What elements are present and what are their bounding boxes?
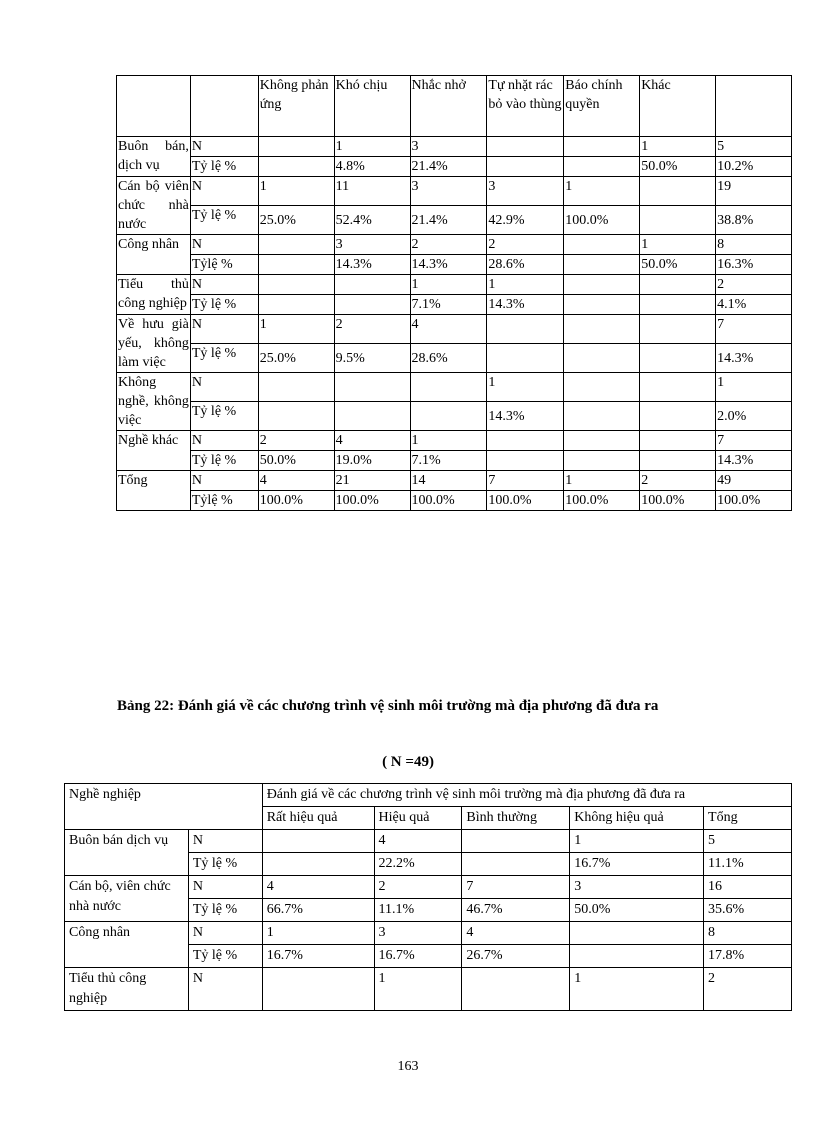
count-cell: 3	[487, 177, 564, 206]
percent-cell: 14.3%	[410, 255, 487, 275]
percent-cell	[462, 853, 570, 876]
count-cell	[564, 431, 640, 451]
percent-cell: 2.0%	[716, 402, 792, 431]
percent-label: Tỷlệ %	[190, 491, 258, 511]
percent-cell: 38.8%	[716, 206, 792, 235]
percent-cell: 14.3%	[487, 402, 564, 431]
table-row	[65, 922, 792, 945]
count-cell: 1	[640, 137, 716, 157]
count-cell: 2	[410, 235, 487, 255]
count-cell: 3	[410, 177, 487, 206]
table-row	[117, 431, 792, 451]
percent-cell: 11.1%	[374, 899, 462, 922]
occupation-cell: Tổng	[117, 471, 191, 511]
percent-cell	[258, 402, 334, 431]
count-cell: 1	[334, 137, 410, 157]
n-label: N	[188, 830, 262, 853]
count-cell: 49	[716, 471, 792, 491]
count-cell	[462, 968, 570, 1011]
n-label: N	[188, 922, 262, 945]
table-row	[117, 206, 792, 235]
count-cell: 14	[410, 471, 487, 491]
percent-cell	[564, 344, 640, 373]
percent-cell: 35.6%	[704, 899, 792, 922]
occupation-cell: Buôn bán dịch vụ	[65, 830, 189, 876]
count-cell	[564, 373, 640, 402]
percent-cell: 16.7%	[262, 945, 374, 968]
percent-cell	[564, 402, 640, 431]
count-cell: 1	[640, 235, 716, 255]
n-label: N	[190, 275, 258, 295]
count-cell: 2	[487, 235, 564, 255]
percent-cell: 4.1%	[716, 295, 792, 315]
percent-cell: 21.4%	[410, 157, 487, 177]
table-row	[117, 315, 792, 344]
count-cell: 21	[334, 471, 410, 491]
percent-cell	[570, 945, 704, 968]
percent-cell: 50.0%	[640, 255, 716, 275]
count-cell: 7	[487, 471, 564, 491]
occupation-cell: Không nghề, không việc	[117, 373, 191, 431]
percent-cell: 100.0%	[564, 206, 640, 235]
percent-cell	[640, 295, 716, 315]
percent-cell	[262, 853, 374, 876]
table-row	[117, 402, 792, 431]
percent-label: Tỷ lệ %	[188, 899, 262, 922]
table-header-row	[117, 76, 792, 137]
percent-label: Tỷlệ %	[190, 255, 258, 275]
percent-cell: 100.0%	[716, 491, 792, 511]
percent-cell: 4.8%	[334, 157, 410, 177]
count-cell: 2	[334, 315, 410, 344]
count-cell	[640, 177, 716, 206]
percent-cell	[334, 295, 410, 315]
sample-size: ( N =49)	[382, 754, 434, 770]
occupation-reaction-table	[116, 75, 792, 511]
table-row	[117, 255, 792, 275]
table-row	[117, 235, 792, 255]
percent-cell: 9.5%	[334, 344, 410, 373]
count-cell: 4	[374, 830, 462, 853]
occupation-cell: Buôn bán, dịch vụ	[117, 137, 191, 177]
count-cell: 1	[410, 275, 487, 295]
table-caption: Bảng 22: Đánh giá về các chương trình vệ sinh môi trường mà địa phương đã đưa ra	[117, 698, 659, 714]
count-cell: 1	[258, 177, 334, 206]
n-label: N	[190, 137, 258, 157]
count-cell: 3	[570, 876, 704, 899]
occupation-cell: Công nhân	[117, 235, 191, 275]
n-label: N	[190, 177, 258, 206]
count-cell: 7	[462, 876, 570, 899]
table-row	[117, 295, 792, 315]
count-cell: 1	[716, 373, 792, 402]
count-cell	[564, 275, 640, 295]
percent-cell: 46.7%	[462, 899, 570, 922]
header-cell: Tự nhặt rác bỏ vào thùng	[487, 76, 564, 137]
program-evaluation-table	[64, 783, 792, 1011]
percent-cell: 28.6%	[487, 255, 564, 275]
percent-cell: 7.1%	[410, 295, 487, 315]
n-label: N	[190, 373, 258, 402]
header-cell	[716, 76, 792, 137]
percent-cell	[564, 295, 640, 315]
n-label: N	[190, 235, 258, 255]
count-cell: 2	[716, 275, 792, 295]
percent-cell: 14.3%	[716, 451, 792, 471]
header-cell	[190, 76, 258, 137]
percent-cell: 16.3%	[716, 255, 792, 275]
header-cell	[117, 76, 191, 137]
table-row	[117, 157, 792, 177]
count-cell: 4	[258, 471, 334, 491]
table-row	[117, 137, 792, 157]
count-cell	[487, 137, 564, 157]
count-cell: 1	[410, 431, 487, 451]
occupation-cell: Nghề khác	[117, 431, 191, 471]
count-cell: 1	[262, 922, 374, 945]
header-cell: Nhắc nhở	[410, 76, 487, 137]
count-cell	[640, 315, 716, 344]
count-cell	[258, 137, 334, 157]
count-cell	[564, 137, 640, 157]
header-cell: Không phản ứng	[258, 76, 334, 137]
count-cell: 3	[334, 235, 410, 255]
header-cell: Nghề nghiệp	[65, 784, 263, 830]
percent-cell: 17.8%	[704, 945, 792, 968]
count-cell: 2	[640, 471, 716, 491]
header-cell: Khác	[640, 76, 716, 137]
occupation-cell: Cán bộ, viên chức nhà nước	[65, 876, 189, 922]
percent-cell: 66.7%	[262, 899, 374, 922]
count-cell: 1	[258, 315, 334, 344]
percent-cell: 11.1%	[704, 853, 792, 876]
count-cell: 8	[716, 235, 792, 255]
header-cell: Hiệu quả	[374, 807, 462, 830]
count-cell: 1	[487, 275, 564, 295]
count-cell	[640, 275, 716, 295]
percent-label: Tỷ lệ %	[190, 295, 258, 315]
count-cell: 16	[704, 876, 792, 899]
percent-cell	[410, 402, 487, 431]
percent-label: Tỷ lệ %	[190, 157, 258, 177]
percent-cell	[258, 255, 334, 275]
percent-cell	[640, 402, 716, 431]
percent-cell: 28.6%	[410, 344, 487, 373]
header-cell: Không hiệu quả	[570, 807, 704, 830]
occupation-cell: Về hưu già yếu, không làm việc	[117, 315, 191, 373]
header-cell: Báo chính quyền	[564, 76, 640, 137]
occupation-cell: Công nhân	[65, 922, 189, 968]
n-label: N	[190, 315, 258, 344]
count-cell: 3	[374, 922, 462, 945]
count-cell: 7	[716, 431, 792, 451]
count-cell: 4	[410, 315, 487, 344]
percent-cell: 21.4%	[410, 206, 487, 235]
page-number: 163	[397, 1059, 419, 1074]
percent-cell: 26.7%	[462, 945, 570, 968]
count-cell	[564, 235, 640, 255]
percent-label: Tỷ lệ %	[190, 344, 258, 373]
percent-cell: 14.3%	[334, 255, 410, 275]
count-cell: 2	[374, 876, 462, 899]
count-cell: 1	[570, 830, 704, 853]
n-label: N	[188, 968, 262, 1011]
percent-cell: 25.0%	[258, 344, 334, 373]
count-cell: 1	[487, 373, 564, 402]
count-cell	[570, 922, 704, 945]
count-cell	[640, 373, 716, 402]
count-cell: 1	[564, 177, 640, 206]
percent-cell	[564, 451, 640, 471]
percent-cell	[564, 157, 640, 177]
table-row	[65, 830, 792, 853]
count-cell: 2	[704, 968, 792, 1011]
percent-cell	[487, 451, 564, 471]
count-cell	[262, 968, 374, 1011]
count-cell: 4	[334, 431, 410, 451]
count-cell	[334, 373, 410, 402]
percent-cell: 19.0%	[334, 451, 410, 471]
count-cell: 1	[374, 968, 462, 1011]
percent-cell: 14.3%	[487, 295, 564, 315]
table-row	[117, 177, 792, 206]
count-cell	[487, 315, 564, 344]
count-cell: 7	[716, 315, 792, 344]
percent-cell: 100.0%	[334, 491, 410, 511]
percent-label: Tỷ lệ %	[190, 451, 258, 471]
count-cell: 19	[716, 177, 792, 206]
count-cell	[258, 235, 334, 255]
count-cell: 4	[462, 922, 570, 945]
table-row	[117, 491, 792, 511]
percent-label: Tỷ lệ %	[190, 402, 258, 431]
percent-label: Tỷ lệ %	[188, 853, 262, 876]
table-row	[117, 344, 792, 373]
table-header-row	[65, 784, 792, 807]
percent-cell: 100.0%	[258, 491, 334, 511]
occupation-cell: Tiểu thủ công nghiệp	[65, 968, 189, 1011]
n-label: N	[190, 471, 258, 491]
header-cell: Đánh giá về các chương trình vệ sinh môi trường mà địa phương đã đưa ra	[262, 784, 791, 807]
header-cell: Khó chịu	[334, 76, 410, 137]
count-cell: 5	[704, 830, 792, 853]
count-cell	[410, 373, 487, 402]
count-cell	[262, 830, 374, 853]
count-cell	[564, 315, 640, 344]
table-row	[117, 275, 792, 295]
count-cell: 4	[262, 876, 374, 899]
percent-cell: 16.7%	[374, 945, 462, 968]
count-cell: 1	[570, 968, 704, 1011]
percent-cell: 7.1%	[410, 451, 487, 471]
percent-cell	[334, 402, 410, 431]
count-cell: 8	[704, 922, 792, 945]
percent-cell	[640, 206, 716, 235]
count-cell: 11	[334, 177, 410, 206]
count-cell: 3	[410, 137, 487, 157]
table-row	[117, 471, 792, 491]
percent-cell: 42.9%	[487, 206, 564, 235]
count-cell	[258, 275, 334, 295]
percent-cell: 100.0%	[640, 491, 716, 511]
count-cell	[640, 431, 716, 451]
header-cell: Rất hiệu quả	[262, 807, 374, 830]
percent-cell: 100.0%	[487, 491, 564, 511]
table-row	[65, 968, 792, 1011]
percent-cell: 50.0%	[570, 899, 704, 922]
percent-cell: 10.2%	[716, 157, 792, 177]
count-cell: 2	[258, 431, 334, 451]
count-cell	[462, 830, 570, 853]
count-cell: 5	[716, 137, 792, 157]
percent-cell	[640, 451, 716, 471]
percent-cell: 50.0%	[258, 451, 334, 471]
header-cell: Tổng	[704, 807, 792, 830]
table-row	[65, 876, 792, 899]
occupation-cell: Tiểu thủ công nghiệp	[117, 275, 191, 315]
percent-cell	[258, 295, 334, 315]
percent-cell: 50.0%	[640, 157, 716, 177]
occupation-cell: Cán bộ viên chức nhà nước	[117, 177, 191, 235]
percent-cell: 16.7%	[570, 853, 704, 876]
percent-label: Tỷ lệ %	[188, 945, 262, 968]
n-label: N	[190, 431, 258, 451]
percent-cell: 52.4%	[334, 206, 410, 235]
count-cell	[258, 373, 334, 402]
percent-cell	[487, 344, 564, 373]
percent-label: Tỷ lệ %	[190, 206, 258, 235]
percent-cell: 14.3%	[716, 344, 792, 373]
percent-cell	[487, 157, 564, 177]
percent-cell: 100.0%	[564, 491, 640, 511]
percent-cell	[564, 255, 640, 275]
percent-cell	[258, 157, 334, 177]
header-cell: Bình thường	[462, 807, 570, 830]
count-cell: 1	[564, 471, 640, 491]
n-label: N	[188, 876, 262, 899]
percent-cell: 100.0%	[410, 491, 487, 511]
count-cell	[334, 275, 410, 295]
table-row	[117, 451, 792, 471]
table-row	[117, 373, 792, 402]
count-cell	[487, 431, 564, 451]
percent-cell	[640, 344, 716, 373]
percent-cell: 25.0%	[258, 206, 334, 235]
percent-cell: 22.2%	[374, 853, 462, 876]
